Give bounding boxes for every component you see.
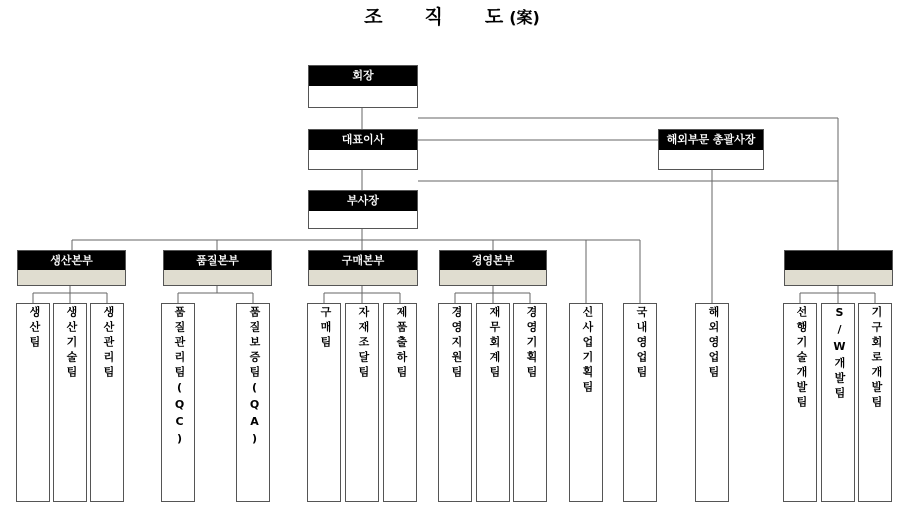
team-quality-control — [161, 303, 195, 502]
team-label: 구매팀 — [319, 306, 332, 351]
team-label: 경영지원팀 — [450, 306, 463, 381]
division-production — [17, 250, 126, 286]
division-management-label: 경영본부 — [440, 251, 546, 270]
team-product-shipping — [383, 303, 417, 502]
team-label: 기구회로개발팀 — [870, 306, 883, 411]
team-label: 신사업기획팀 — [581, 306, 594, 396]
team-advanced-tech-dev — [783, 303, 817, 502]
team-new-business-planning — [569, 303, 603, 502]
team-label: 생산관리팀 — [102, 306, 115, 381]
overseas-president-box — [658, 129, 764, 170]
team-purchasing — [307, 303, 341, 502]
title-char-1: 조 — [364, 6, 383, 28]
team-quality-assurance — [236, 303, 270, 502]
division-production-label: 생산본부 — [18, 251, 125, 270]
team-label: 품질보증팀(QA) — [248, 306, 261, 449]
team-label: 자재조달팀 — [357, 306, 370, 381]
team-production — [16, 303, 50, 502]
team-overseas-sales — [695, 303, 729, 502]
team-management-planning — [513, 303, 547, 502]
team-label: 선행기술개발팀 — [795, 306, 808, 411]
team-label: 경영기획팀 — [525, 306, 538, 381]
team-domestic-sales — [623, 303, 657, 502]
team-production-engineering — [53, 303, 87, 502]
overseas-president-label: 해외부문 총괄사장 — [659, 130, 763, 150]
title-char-2: 직 — [424, 6, 443, 28]
team-mechanism-circuit-dev — [858, 303, 892, 502]
division-management — [439, 250, 547, 286]
ceo-label: 대표이사 — [309, 130, 417, 150]
division-quality-label: 품질본부 — [164, 251, 271, 270]
division-purchasing — [308, 250, 418, 286]
chairman-label: 회장 — [309, 66, 417, 86]
team-production-management — [90, 303, 124, 502]
team-label: 해외영업팀 — [707, 306, 720, 381]
team-label: 생산팀 — [28, 306, 41, 351]
vice-president-box — [308, 190, 418, 229]
team-finance-accounting — [476, 303, 510, 502]
team-material-procurement — [345, 303, 379, 502]
ceo-box — [308, 129, 418, 170]
team-label: 재무회계팀 — [488, 306, 501, 381]
team-sw-dev — [821, 303, 855, 502]
team-label: 품질관리팀(QC) — [173, 306, 186, 449]
title-char-3: 도 — [484, 6, 504, 28]
division-quality — [163, 250, 272, 286]
team-label: S/W개발팀 — [833, 306, 846, 402]
team-label: 생산기술팀 — [65, 306, 78, 381]
team-label: 국내영업팀 — [635, 306, 648, 381]
division-purchasing-label: 구매본부 — [309, 251, 417, 270]
division-unnamed — [784, 250, 893, 286]
chairman-box — [308, 65, 418, 108]
title-suffix: (案) — [509, 8, 540, 27]
vice-president-label: 부사장 — [309, 191, 417, 211]
team-label: 제품출하팀 — [395, 306, 408, 381]
team-management-support — [438, 303, 472, 502]
division-unnamed-label — [785, 251, 892, 270]
